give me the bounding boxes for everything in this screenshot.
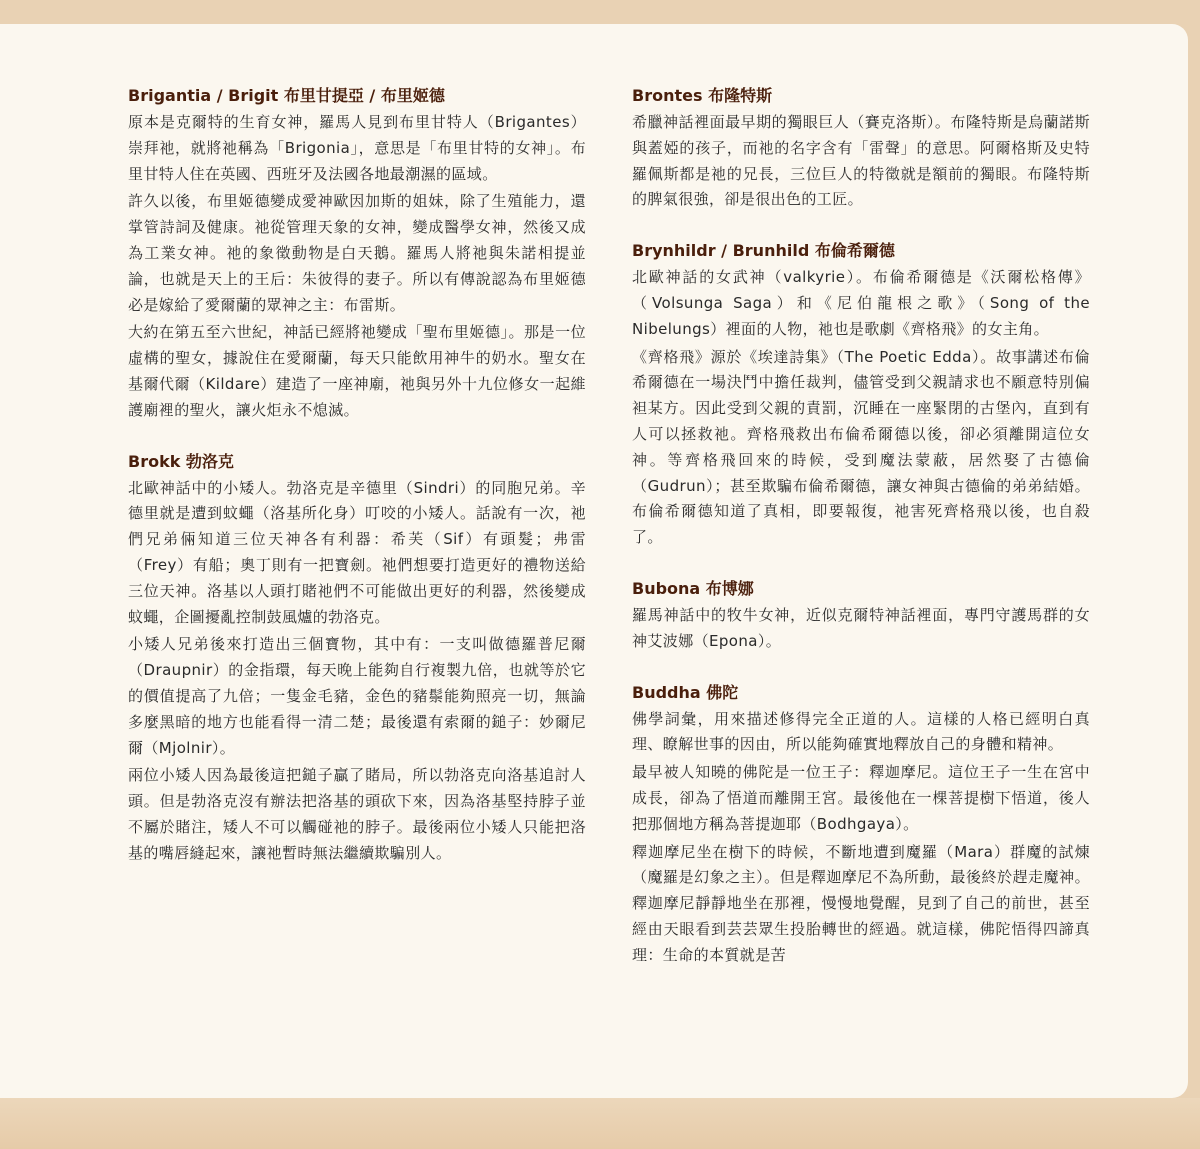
entry-title: Brigantia / Brigit 布里甘提亞 / 布里姬德 — [128, 86, 445, 105]
entry-title: Bubona 布博娜 — [632, 578, 754, 598]
entry-paragraph: 北歐神話中的小矮人。勃洛克是辛德里（Sindri）的同胞兄弟。辛德里就是遭到蚊蠅（洛基所化身）叮咬的小矮人。話說有一次，祂們兄弟倆知道三位天神各有利器：希芙（Sif）有頭髮；弗雷（Frey）有船；奧丁則有一把寶劍。祂們想要打造更好的禮物送給三位天神。洛基以人頭打賭祂們不可能做出更好的利器，然後變成蚊蠅，企圖擾亂控制鼓風爐的勃洛克。 — [128, 478, 586, 626]
entry-paragraph: 羅馬神話中的牧牛女神，近似克爾特神話裡面，專門守護馬群的女神艾波娜（Epona）。 — [632, 605, 1090, 650]
left-column — [128, 84, 586, 893]
entry-paragraph: 佛學詞彙，用來描述修得完全正道的人。這樣的人格已經明白真理、瞭解世事的因由，所以能夠確實地釋放自己的身體和精神。 — [632, 709, 1090, 754]
entry-paragraph: 北歐神話的女武神（valkyrie）。布倫希爾德是《沃爾松格傳》（Volsunga Saga）和《尼伯龍根之歌》（Song of the Nibelungs）裡面的人物，祂也是歌劇《齊格飛》的女主角。 — [632, 268, 1090, 338]
entry-title: Brontes 布隆特斯 — [632, 86, 773, 105]
entry-paragraph: 小矮人兄弟後來打造出三個寶物，其中有：一支叫做德羅普尼爾（Draupnir）的金指環，每天晚上能夠自行複製九倍，也就等於它的價值提高了九倍；一隻金毛豬，金色的豬鬃能夠照亮一切，無論多麼黑暗的地方也能看得一清二楚；最後還有索爾的鎚子：妙爾尼爾（Mjolnir）。 — [128, 635, 586, 757]
entry-title: Brokk 勃洛克 — [128, 451, 234, 471]
entry-brynhildr — [632, 239, 1090, 551]
entry-paragraph: 大約在第五至六世紀，神話已經將祂變成「聖布里姬德」。那是一位虛構的聖女，據說住在愛爾蘭，每天只能飲用神牛的奶水。聖女在基爾代爾（Kildare）建造了一座神廟，祂與另外十九位修女一起維護廟裡的聖火，讓火炬永不熄滅。 — [128, 323, 586, 419]
entry-paragraph: 許久以後，布里姬德變成愛神歐因加斯的姐妹，除了生殖能力，還掌管詩詞及健康。祂從管理天象的女神，變成醫學女神，然後又成為工業女神。祂的象徵動物是白天鵝。羅馬人將祂與朱諾相提並論，也就是天上的王后：朱彼得的妻子。所以有傳說認為布里姬德必是嫁給了愛爾蘭的眾神之主：布雷斯。 — [128, 192, 586, 314]
entry-brigantia — [128, 84, 586, 424]
entry-title: Buddha 佛陀 — [632, 682, 739, 702]
entry-title: Brynhildr / Brunhild 布倫希爾德 — [632, 241, 895, 261]
entry-paragraph: 希臘神話裡面最早期的獨眼巨人（賽克洛斯）。布隆特斯是烏蘭諾斯與蓋婭的孩子，而祂的名字含有「雷聲」的意思。阿爾格斯及史特羅佩斯都是祂的兄長，三位巨人的特徵就是額前的獨眼。布隆特斯的脾氣很強，卻是很出色的工匠。 — [632, 113, 1090, 209]
entry-brokk — [128, 450, 586, 867]
entry-brontes — [632, 84, 1090, 213]
entry-paragraph: 釋迦摩尼坐在樹下的時候，不斷地遭到魔羅（Mara）群魔的試煉（魔羅是幻象之主）。但是釋迦摩尼不為所動，最後終於趕走魔神。釋迦摩尼靜靜地坐在那裡，慢慢地覺醒，見到了自己的前世，甚至經由天眼看到芸芸眾生投胎轉世的經過。就這樣，佛陀悟得四諦真理：生命的本質就是苦 — [632, 842, 1090, 964]
entry-paragraph: 原本是克爾特的生育女神，羅馬人見到布里甘特人（Brigantes）崇拜祂，就將祂稱為「Brigonia」，意思是「布里甘特的女神」。布里甘特人住在英國、西班牙及法國各地最潮濕的區域。 — [128, 113, 586, 183]
page-edge — [0, 1098, 1200, 1149]
right-column — [632, 84, 1090, 995]
entry-paragraph: 兩位小矮人因為最後這把鎚子贏了賭局，所以勃洛克向洛基追討人頭。但是勃洛克沒有辦法把洛基的頭砍下來，因為洛基堅持脖子並不屬於賭注，矮人不可以觸碰祂的脖子。最後兩位小矮人只能把洛基的嘴唇縫起來，讓祂暫時無法繼續欺騙別人。 — [128, 766, 586, 862]
entry-buddha — [632, 681, 1090, 969]
entry-paragraph: 最早被人知曉的佛陀是一位王子：釋迦摩尼。這位王子一生在宮中成長，卻為了悟道而離開王宮。最後他在一棵菩提樹下悟道，後人把那個地方稱為菩提迦耶（Bodhgaya）。 — [632, 763, 1090, 833]
entry-paragraph: 《齊格飛》源於《埃達詩集》（The Poetic Edda）。故事講述布倫希爾德在一場決鬥中擔任裁判，儘管受到父親請求也不願意特別偏袒某方。因此受到父親的責罰，沉睡在一座緊閉的古堡內，直到有人可以拯救祂。齊格飛救出布倫希爾德以後，卻必須離開這位女神。等齊格飛回來的時候，受到魔法蒙蔽，居然娶了古德倫（Gudrun）；甚至欺騙布倫希爾德，讓女神與古德倫的弟弟結婚。布倫希爾德知道了真相，即要報復，祂害死齊格飛以後，也自殺了。 — [632, 347, 1090, 547]
entry-bubona — [632, 577, 1090, 655]
